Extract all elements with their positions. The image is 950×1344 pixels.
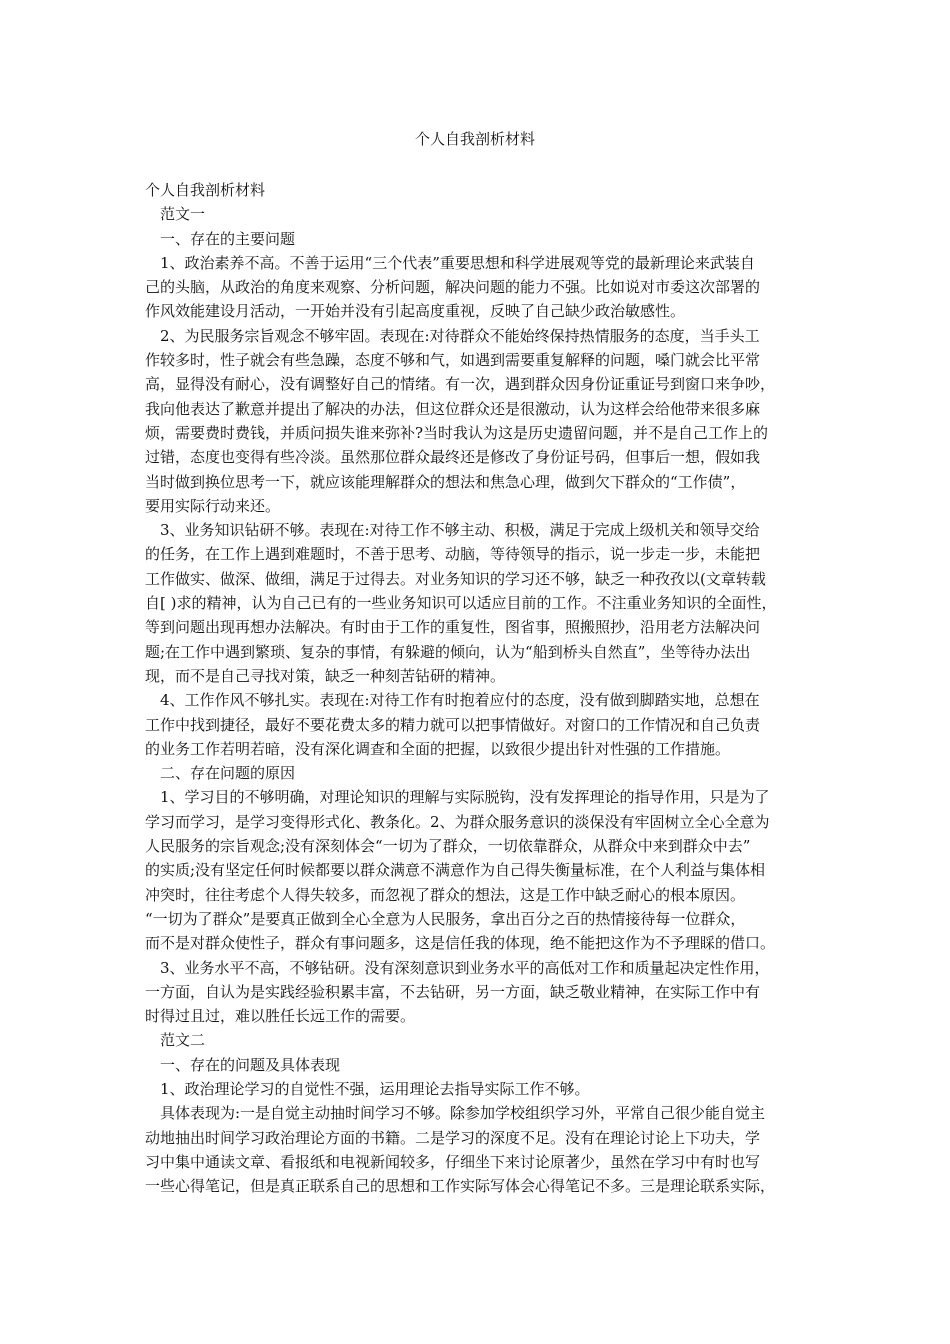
- text-line: 3、业务水平不高，不够钻研。没有深刻意识到业务水平的高低对工作和质量起决定性作用，: [145, 958, 770, 977]
- text-line: 等到问题出现再想办法解决。有时由于工作的重复性，图省事，照搬照抄，沿用老方法解决问: [145, 618, 761, 637]
- text-line: 要用实际行动来还。: [145, 496, 281, 515]
- text-line: 范文二: [145, 1031, 206, 1050]
- text-line: 自[ )求的精神，认为自己已有的一些业务知识可以适应目前的工作。不注重业务知识的全面性，: [145, 594, 777, 613]
- text-line: 二、存在问题的原因: [145, 764, 296, 783]
- text-line: “一切为了群众”是要真正做到全心全意为人民服务，拿出百分之百的热情接待每一位群众，: [145, 909, 746, 928]
- text-line: 1、学习目的不够明确，对理论知识的理解与实际脱钩，没有发挥理论的指导作用，只是为了: [145, 788, 770, 807]
- text-line: 冲突时，往往考虑个人得失较多，而忽视了群众的想法，这是工作中缺乏耐心的根本原因。: [145, 885, 746, 904]
- text-line: 题;在工作中遇到繁琐、复杂的事情，有躲避的倾向，认为“船到桥头自然直”，坐等待办法出: [145, 642, 751, 661]
- text-line: 3、业务知识钻研不够。表现在:对待工作不够主动、积极，满足于完成上级机关和领导交给: [145, 521, 760, 540]
- text-line: 一些心得笔记，但是真正联系自己的思想和工作实际写体会心得笔记不多。三是理论联系实际，: [145, 1177, 776, 1196]
- text-line: 我向他表达了歉意并提出了解决的办法，但这位群众还是很激动，认为这样会给他带来很多麻: [145, 399, 761, 418]
- text-line: 学习而学习，是学习变得形式化、教条化。2、为群众服务意识的淡保没有牢固树立全心全意为: [145, 812, 770, 831]
- text-line: 工作中找到捷径，最好不要花费太多的精力就可以把事情做好。对窗口的工作情况和自己负责: [145, 715, 761, 734]
- document-body: [145, 178, 813, 1198]
- text-line: 的业务工作若明若暗，没有深化调查和全面的把握，以致很少提出针对性强的工作措施。: [145, 739, 731, 758]
- text-line: 作较多时，性子就会有些急躁，态度不够和气，如遇到需要重复解释的问题，嗓门就会比平常: [145, 351, 761, 370]
- text-line: 人民服务的宗旨观念;没有深刻体会“一切为了群众，一切依靠群众，从群众中来到群众中去”: [145, 837, 751, 856]
- text-line: 的任务，在工作上遇到难题时，不善于思考、动脑，等待领导的指示，说一步走一步，未能把: [145, 545, 761, 564]
- text-line: 2、为民服务宗旨观念不够牢固。表现在:对待群众不能始终保持热情服务的态度，当手头工: [145, 326, 760, 345]
- text-line: 1、政治理论学习的自觉性不强，运用理论去指导实际工作不够。: [145, 1079, 590, 1098]
- text-line: 4、工作作风不够扎实。表现在:对待工作有时抱着应付的态度，没有做到脚踏实地，总想在: [145, 691, 760, 710]
- text-line: 当时做到换位思考一下，就应该能理解群众的想法和焦急心理，做到欠下群众的“工作债”，: [145, 472, 746, 491]
- text-line: 作风效能建设月活动，一开始并没有引起高度重视，反映了自己缺少政治敏感性。: [145, 302, 686, 321]
- text-line: 烦，需要费时费钱，并质问损失谁来弥补?当时我认为这是历史遗留问题，并不是自己工作上的: [145, 423, 769, 442]
- text-line: 工作做实、做深、做细，满足于过得去。对业务知识的学习还不够，缺乏一种孜孜以(文章转载: [145, 569, 766, 588]
- text-line: 具体表现为:一是自觉主动抽时间学习不够。除参加学校组织学习外，平常自己很少能自觉主: [145, 1104, 766, 1123]
- text-line: 一、存在的问题及具体表现: [145, 1055, 341, 1074]
- text-line: 1、政治素养不高。不善于运用“三个代表”重要思想和科学进展观等党的最新理论来武装自: [145, 253, 755, 272]
- text-line: 时得过且过，难以胜任长远工作的需要。: [145, 1007, 416, 1026]
- text-line: 范文一: [145, 205, 206, 224]
- text-line: 一方面，自认为是实践经验积累丰富，不去钻研，另一方面，缺乏敬业精神，在实际工作中有: [145, 982, 761, 1001]
- text-line: 个人自我剖析材料: [145, 181, 266, 199]
- text-line: 高，显得没有耐心，没有调整好自己的情绪。有一次，遇到群众因身份证重证号到窗口来争吵，: [145, 375, 776, 394]
- text-line: 现，而不是自己寻找对策，缺乏一种刻苦钻研的精神。: [145, 666, 506, 685]
- text-line: 习中集中通读文章、看报纸和电视新闻较多，仔细坐下来讨论原著少，虽然在学习中有时也写: [145, 1152, 761, 1171]
- text-line: 动地抽出时间学习政治理论方面的书籍。二是学习的深度不足。没有在理论讨论上下功夫，学: [145, 1128, 761, 1147]
- text-line: 一、存在的主要问题: [145, 229, 296, 248]
- text-line: 过错，态度也变得有些冷淡。虽然那位群众最终还是修改了身份证号码，但事后一想，假如我: [145, 448, 761, 467]
- text-line: 而不是对群众使性子，群众有事问题多，这是信任我的体现，绝不能把这作为不予理睬的借口。: [145, 934, 776, 953]
- document-title: 个人自我剖析材料: [414, 130, 535, 148]
- text-line: 的实质;没有坚定任何时候都要以群众满意不满意作为自己得失衡量标准，在个人利益与集体相: [145, 861, 766, 880]
- text-line: 己的头脑，从政治的角度来观察、分析问题，解决问题的能力不强。比如说对市委这次部署的: [145, 278, 761, 297]
